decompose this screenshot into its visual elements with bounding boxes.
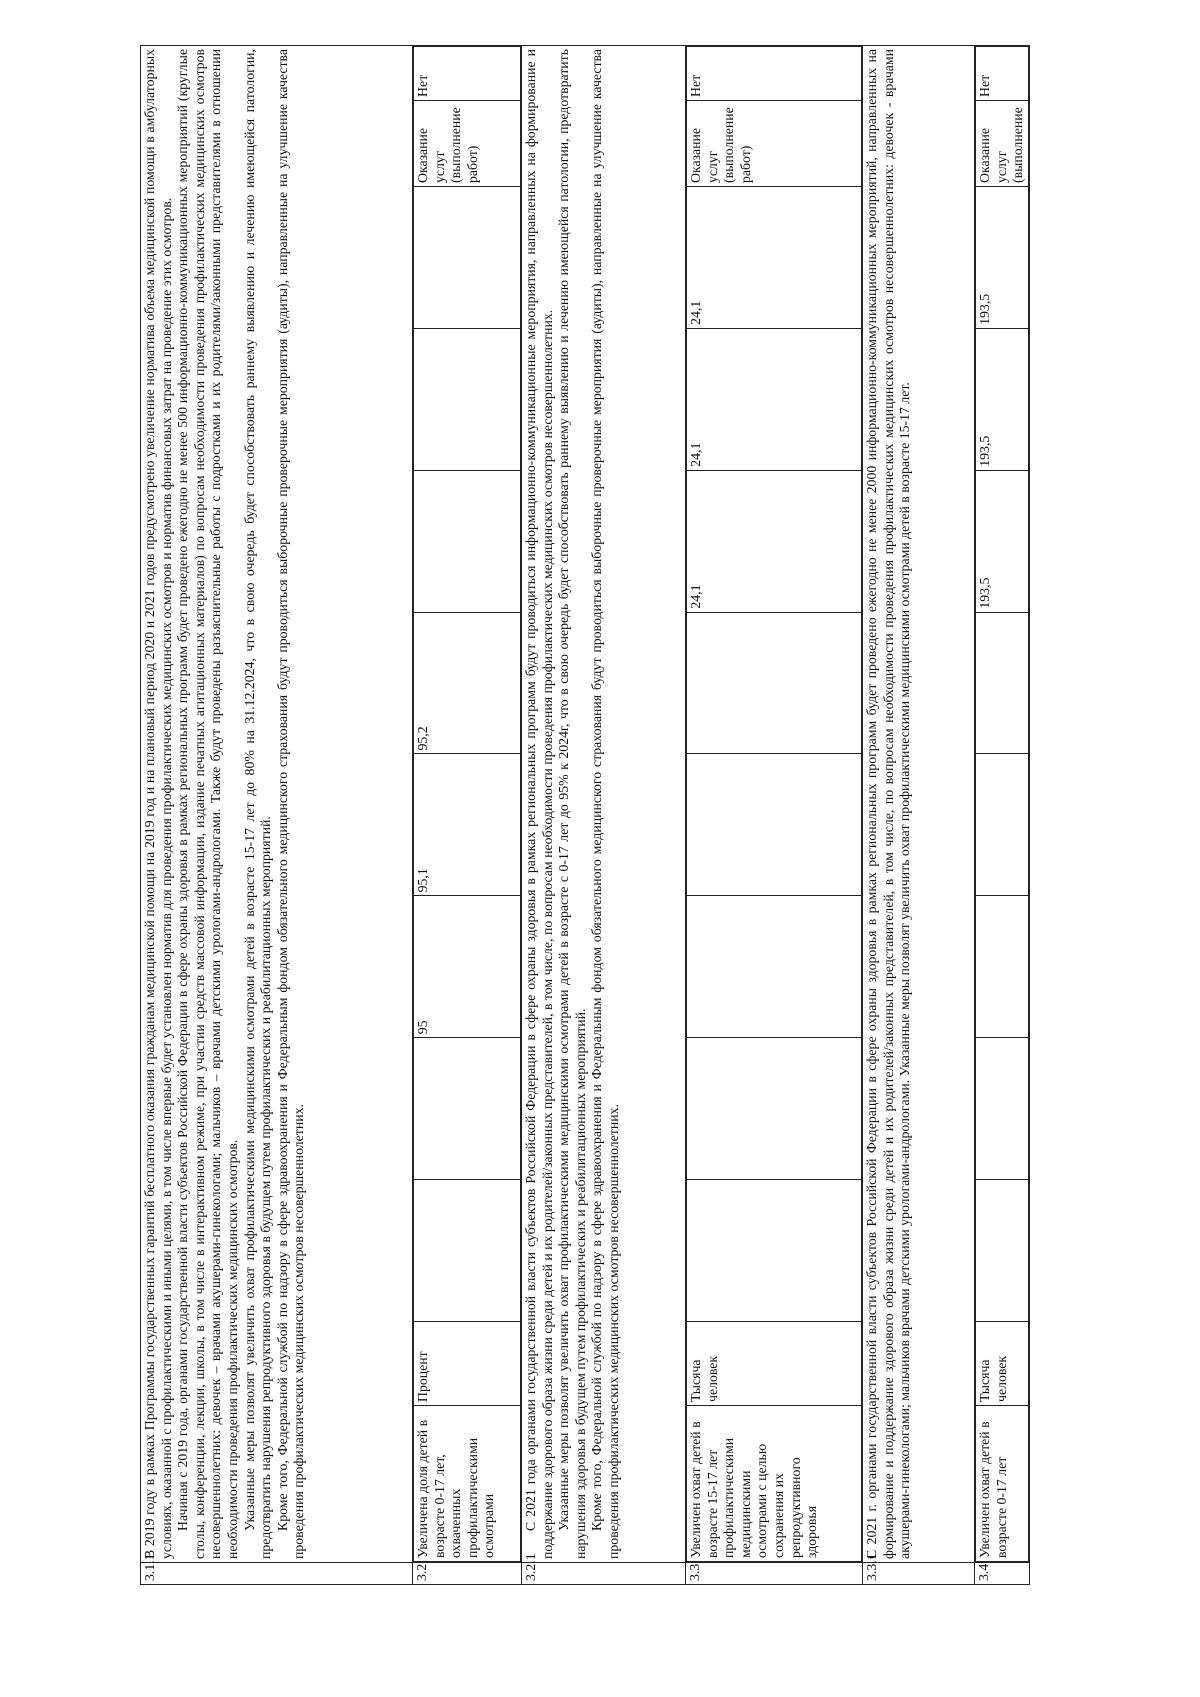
row-description (522, 46, 686, 1563)
value-cell (687, 754, 862, 896)
paragraph: Кроме того, Федеральной службой по надзору в сфере здравоохранения и Федеральным фондом обязательного медицинского страхования будут проводиться выборочные проверочные мероприятия (аудиты), направленные на улучшение качества проведения профилактических медицинских осмотров несовершеннолетних. (589, 49, 621, 1559)
indicator-cells (413, 46, 522, 1563)
value-cell: 95,2 (414, 612, 521, 754)
value-cell: 24,1 (687, 470, 862, 612)
table-row (975, 46, 1030, 1585)
value-cell (976, 1180, 1029, 1322)
value-cell: 95 (414, 896, 521, 1038)
paragraph: Указанные меры позволят увеличить охват профилактическими медицинскими осмотрами детей в возрасте с 0-17 лет до 95% к 2024г, что в свою очередь будет способствовать раннему выявлению и лечению имеющейся патологии, предотвратить нарушения здоровья в будущем путем профилактических и реабилитационных мероприятий. (556, 49, 588, 1559)
row-number: 3.2.1 (522, 1563, 686, 1585)
measures-table (140, 45, 1030, 1585)
row-description (863, 46, 975, 1563)
paragraph: Кроме того, Федеральной службой по надзору в сфере здравоохранения и Федеральным фондом обязательного медицинского страхования будут проводиться выборочные проверочные мероприятия (аудиты), направленные на улучшение качества проведения профилактических медицинских осмотров несовершеннолетних. (274, 49, 307, 1559)
table-row (522, 46, 686, 1585)
value-cell (414, 1038, 521, 1180)
row-number: 3.1.1 (141, 1563, 413, 1585)
paragraph: В 2019 году в рамках Программы государственных гарантий бесплатного оказания гражданам медицинской помощи на 2019 год и на плановый период 2020 и 2021 годов предусмотрено увеличение норматива объема медицинской помощи в амбулаторных условиях, оказанной с профилактическими и иными целями, в том числе впервые будет установлен норматив для проведения профилактических медицинских осмотров и норматив финансовых затрат на проведение этих осмотров. (142, 49, 174, 1559)
flag-cell: Нет (414, 47, 521, 101)
row-number: 3.3 (686, 1563, 863, 1585)
indicator-name: Увеличен охват детей в возрасте 0-17 лет (976, 1406, 1029, 1562)
table-row (863, 46, 975, 1585)
value-cell (687, 1038, 862, 1180)
value-cell (687, 1180, 862, 1322)
rotated-page (140, 45, 1026, 1585)
value-cell (687, 896, 862, 1038)
row-description (141, 46, 413, 1563)
value-cell: 24,1 (687, 187, 862, 329)
value-cell (414, 187, 521, 329)
flag-cell: Нет (976, 47, 1029, 101)
type-cell: Оказание услуг (выполнение работ) (414, 101, 521, 187)
flag-cell: Нет (687, 47, 862, 101)
unit-cell: Тысяча человек (976, 1322, 1029, 1406)
row-number: 3.3.1 (863, 1563, 975, 1585)
value-cell: 24,1 (687, 328, 862, 470)
value-cell (976, 612, 1029, 754)
table-row (141, 46, 413, 1585)
value-cell (976, 1038, 1029, 1180)
unit-cell: Процент (414, 1322, 521, 1406)
value-cell (976, 754, 1029, 896)
unit-cell: Тысяча человек (687, 1322, 862, 1406)
value-cell: 193,5 (976, 328, 1029, 470)
value-cell (414, 328, 521, 470)
paragraph: Указанные меры позволят увеличить охват профилактическими медицинскими осмотрами детей в возрасте 15-17 лет до 80% на 31.12.2024, что в свою очередь будет способствовать раннему выявлению и лечению имеющейся патологии, предотвратить нарушения репродуктивного здоровья в будущем путем профилактических и реабилитационных мероприятий. (241, 49, 274, 1559)
row-number: 3.4 (975, 1563, 1030, 1585)
value-cell: 193,5 (976, 470, 1029, 612)
paragraph: С 2021 г. органами государственной власти субъектов Российской Федерации в сфере охраны здоровья в рамках региональных программ будет проведено ежегодно не менее 2000 информационно-коммуникационных мероприятий, направленных на формирование и поддержание здорового образа жизни среди детей и их родителей/законных представителей, в том числе, по вопросам необходимости проведения профилактических медицинских осмотров несовершеннолетних: девочек - врачами акушерами-гинекологами; мальчиков врачами детскими урологами-андрологами. Указанные меры позволят увеличить охват профилактическими медицинскими осмотрами детей в возрасте 15-17 лет. (864, 49, 913, 1559)
row-number: 3.2 (413, 1563, 522, 1585)
indicator-cells (686, 46, 863, 1563)
value-cell (976, 896, 1029, 1038)
indicator-cells (975, 46, 1030, 1563)
type-cell: Оказание услуг (выполнение (976, 101, 1029, 187)
paragraph: С 2021 года органами государственной власти субъектов Российской Федерации в сфере охраны здоровья в рамках региональных программ будут проводиться информационно-коммуникационные мероприятия, направленных на формирование и поддержание здорового образа жизни среди детей и их родителей/законных представителей, в том числе, по вопросам необходимости проведения профилактических медицинских осмотров несовершеннолетних. (523, 49, 555, 1559)
value-cell (414, 1180, 521, 1322)
table-row (413, 46, 522, 1585)
paragraph: Начиная с 2019 года, органами государственной власти субъектов Российской Федерации в сфере охраны здоровья в рамках региональных программ будет проведено ежегодно не менее 500 информационно-коммуникационных мероприятий (круглые столы, конференции, лекции, школы, в том числе в интерактивном режиме, при участии средств массовой информации, издание печатных агитационных материалов) по вопросам необходимости проведения профилактических медицинских осмотров несовершеннолетних: девочек – врачами акушерами-гинекологами; мальчиков – врачами детскими урологами-андрологами. Также будут проведены разъяснительные работы с подростками и их родителями/законными представителями в отношении необходимости проведения профилактических медицинских осмотров. (175, 49, 240, 1559)
value-cell: 95,1 (414, 754, 521, 896)
type-cell: Оказание услуг (выполнение работ) (687, 101, 862, 187)
indicator-name: Увеличена доля детей в возрасте 0-17 лет, охваченных профилактическими осмотрами (414, 1406, 521, 1562)
value-cell (414, 470, 521, 612)
indicator-name: Увеличен охват детей в возрасте 15-17 лет профилактическими медицинскими осмотрами с целью сохранения их репродуктивного здоровья (687, 1406, 862, 1562)
value-cell (687, 612, 862, 754)
table-row (686, 46, 863, 1585)
value-cell: 193,5 (976, 187, 1029, 329)
